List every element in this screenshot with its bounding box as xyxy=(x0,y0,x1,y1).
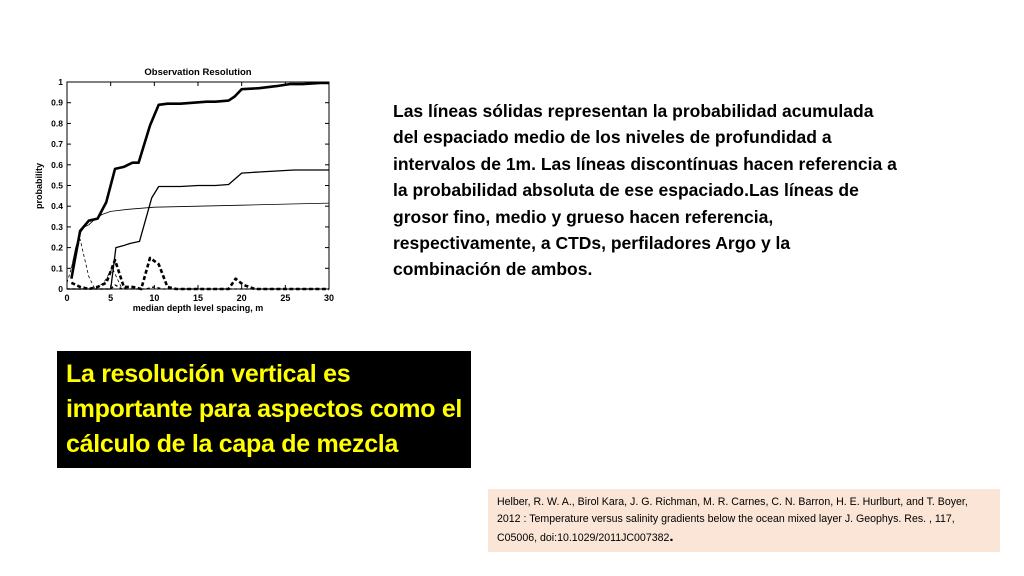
x-tick-label: 30 xyxy=(323,293,335,303)
x-tick-label: 20 xyxy=(236,293,247,303)
y-axis-label: probability xyxy=(34,162,44,210)
series-line-solid-thin xyxy=(71,203,329,268)
observation-resolution-chart xyxy=(30,60,350,320)
series-line-solid-medium xyxy=(67,170,329,289)
chart-description: Las líneas sólidas representan la probabilidad acumulada del espaciado medio de los niveles de profundidad a intervalos de 1m. Las líneas discontínuas hacen referencia a la probabilidad absoluta de ese espaciado.Las líneas de grosor fino, medio y grueso hacen referencia, respectivamente, a CTDs, perfiladores Argo y la combinación de ambos. xyxy=(393,101,897,280)
series-line-dashed-thick xyxy=(71,258,329,289)
highlight-callout: La resolución vertical es importante para aspectos como el cálculo de la capa de mezcla xyxy=(57,351,471,468)
y-tick-label: 0.5 xyxy=(51,180,63,191)
y-tick-label: 0.8 xyxy=(51,118,63,129)
x-tick-label: 5 xyxy=(108,293,114,303)
y-tick-label: 0.3 xyxy=(51,221,63,232)
y-tick-label: 0.7 xyxy=(51,139,63,150)
series-line-dashed-thin xyxy=(67,239,329,289)
y-tick-label: 0.4 xyxy=(51,201,63,212)
x-tick-label: 25 xyxy=(280,293,291,303)
y-tick-label: 0.2 xyxy=(51,242,63,253)
series-line-solid-thick xyxy=(71,83,329,279)
y-tick-label: 1 xyxy=(58,77,63,87)
plot-area xyxy=(51,77,334,303)
x-axis-label: median depth level spacing, m xyxy=(132,303,264,313)
citation-box xyxy=(488,489,1000,552)
citation-text: Helber, R. W. A., Birol Kara, J. G. Richman, M. R. Carnes, C. N. Barron, H. E. Hurlburt, and T. Boyer, 2012 : Temperature versus salinity gradients below the ocean mixed layer J. Geophys. Res. , 117, C05006, doi:10.1029/2011JC007382 xyxy=(497,496,968,544)
y-tick-label: 0.9 xyxy=(51,97,63,108)
y-tick-label: 0 xyxy=(58,284,63,294)
x-tick-label: 15 xyxy=(192,293,204,303)
x-tick-label: 10 xyxy=(149,293,160,303)
y-tick-label: 0.6 xyxy=(51,159,63,170)
x-tick-label: 0 xyxy=(64,293,70,303)
citation-end: . xyxy=(669,528,674,545)
chart-title: Observation Resolution xyxy=(144,67,252,78)
y-tick-label: 0.1 xyxy=(51,263,63,274)
